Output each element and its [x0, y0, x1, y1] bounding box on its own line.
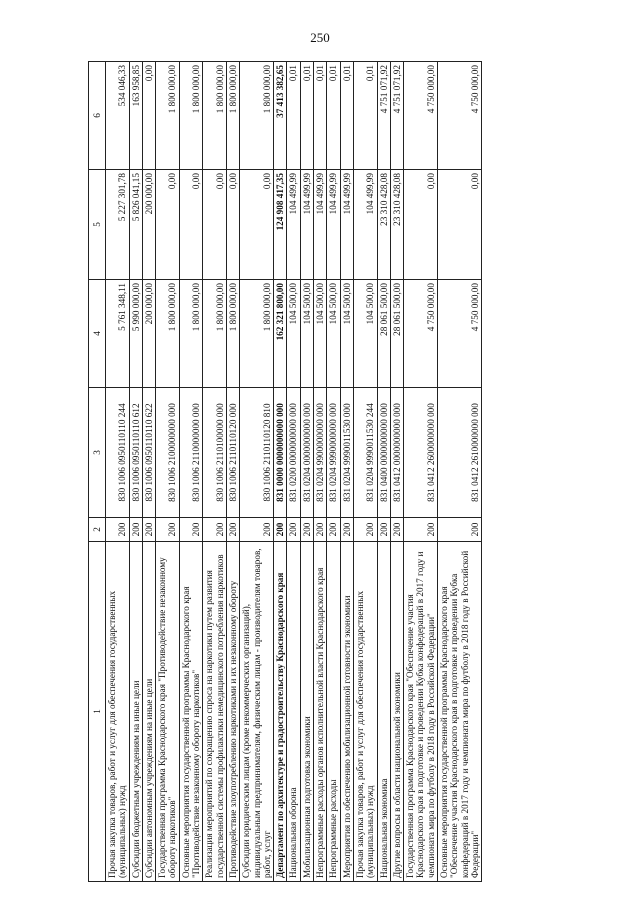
remainder-amount-cell: 0,01 [300, 62, 313, 170]
header-cell: 1 [89, 542, 106, 882]
classification-cell: 830 1006 0950110110 622 [142, 388, 155, 518]
item-name-cell: Непрограммные расходы органов исполнительной власти Краснодарского края [314, 542, 327, 882]
item-name-cell: Департамент по архитектуре и градостроительству Краснодарского края [274, 542, 287, 882]
code-cell: 200 [156, 518, 180, 542]
classification-cell: 831 0204 9900000000 000 [314, 388, 327, 518]
table-row [142, 62, 155, 882]
table-row [179, 62, 203, 882]
table-row [287, 62, 300, 882]
remainder-amount-cell: 4 750 000,00 [404, 62, 438, 170]
classification-cell: 830 1006 2100000000 000 [156, 388, 180, 518]
budget-table [88, 61, 482, 882]
remainder-amount-cell: 4 751 071,92 [390, 62, 403, 170]
item-name-cell: Основные мероприятия государственной программы Краснодарского края "Обеспечение участия Краснодарского края в подготовке и проведении Кубка конфедераций в 2017 году и чемпионата мира по футболу в 2018 году в Российской Федерации" [438, 542, 482, 882]
executed-amount-cell: 200 000,00 [142, 170, 155, 280]
remainder-amount-cell: 163 958,85 [129, 62, 142, 170]
table-row [129, 62, 142, 882]
page-number: 250 [310, 30, 330, 45]
approved-amount-cell: 104 500,00 [314, 280, 327, 388]
classification-cell: 831 0412 0000000000 000 [390, 388, 403, 518]
classification-cell: 830 1006 0950110110 244 [106, 388, 130, 518]
code-cell: 200 [390, 518, 403, 542]
item-name-cell: Реализация мероприятий по сокращению спроса на наркотики путем развития государственной системы профилактики немедицинского потребления наркотиков [203, 542, 227, 882]
classification-cell: 831 0412 2600000000 000 [404, 388, 438, 518]
table-row [390, 62, 403, 882]
item-name-cell: Противодействие злоупотреблению наркотиками и их незаконному обороту [226, 542, 239, 882]
item-name-cell: Непрограммные расходы [327, 542, 340, 882]
classification-cell: 830 1006 0950110110 612 [129, 388, 142, 518]
remainder-amount-cell: 534 046,33 [106, 62, 130, 170]
remainder-amount-cell: 0,01 [353, 62, 377, 170]
table-row [106, 62, 130, 882]
approved-amount-cell: 1 800 000,00 [226, 280, 239, 388]
remainder-amount-cell: 0,01 [287, 62, 300, 170]
executed-amount-cell: 104 499,99 [300, 170, 313, 280]
remainder-amount-cell: 4 751 071,92 [377, 62, 390, 170]
header-cell: 6 [89, 62, 106, 170]
code-cell: 200 [353, 518, 377, 542]
classification-cell: 830 1006 2110100000 000 [203, 388, 227, 518]
item-name-cell: Национальная оборона [287, 542, 300, 882]
code-cell: 200 [274, 518, 287, 542]
code-cell: 200 [129, 518, 142, 542]
approved-amount-cell: 162 321 800,00 [274, 280, 287, 388]
table-row [300, 62, 313, 882]
approved-amount-cell: 104 500,00 [340, 280, 353, 388]
classification-cell: 831 0204 9990011530 244 [353, 388, 377, 518]
classification-cell: 831 0412 2610000000 000 [438, 388, 482, 518]
table-row [353, 62, 377, 882]
classification-cell: 831 0400 0000000000 000 [377, 388, 390, 518]
table-row [340, 62, 353, 882]
executed-amount-cell: 104 499,99 [327, 170, 340, 280]
item-name-cell: Субсидии автономным учреждениям на иные цели [142, 542, 155, 882]
classification-cell: 830 1006 2110110120 000 [226, 388, 239, 518]
executed-amount-cell: 0,00 [226, 170, 239, 280]
approved-amount-cell: 28 061 500,00 [377, 280, 390, 388]
item-name-cell: Субсидии бюджетным учреждениям на иные цели [129, 542, 142, 882]
item-name-cell: Прочая закупка товаров, работ и услуг для обеспечения государственных (муниципальных) нужд [106, 542, 130, 882]
approved-amount-cell: 28 061 500,00 [390, 280, 403, 388]
executed-amount-cell: 104 499,99 [340, 170, 353, 280]
executed-amount-cell: 104 499,99 [353, 170, 377, 280]
approved-amount-cell: 104 500,00 [327, 280, 340, 388]
classification-cell: 831 0204 0000000000 000 [300, 388, 313, 518]
remainder-amount-cell: 1 800 000,00 [226, 62, 239, 170]
executed-amount-cell: 104 499,99 [287, 170, 300, 280]
code-cell: 200 [179, 518, 203, 542]
item-name-cell: Мобилизационная подготовка экономики [300, 542, 313, 882]
item-name-cell: Государственная программа Краснодарского края "Противодействие незаконному обороту наркотиков" [156, 542, 180, 882]
table-row [274, 62, 287, 882]
remainder-amount-cell: 1 800 000,00 [156, 62, 180, 170]
table-row [377, 62, 390, 882]
classification-cell: 831 0200 0000000000 000 [287, 388, 300, 518]
item-name-cell: Прочая закупка товаров, работ и услуг для обеспечения государственных (муниципальных) нужд [353, 542, 377, 882]
code-cell: 200 [438, 518, 482, 542]
executed-amount-cell: 23 310 428,08 [377, 170, 390, 280]
remainder-amount-cell: 0,01 [340, 62, 353, 170]
table-row [203, 62, 227, 882]
remainder-amount-cell: 1 800 000,00 [240, 62, 274, 170]
table-row [314, 62, 327, 882]
item-name-cell: Основные мероприятия государственной программы Краснодарского края "Противодействие незаконному обороту наркотиков" [179, 542, 203, 882]
code-cell: 200 [226, 518, 239, 542]
header-cell: 3 [89, 388, 106, 518]
classification-cell: 831 0204 9990011530 000 [340, 388, 353, 518]
table-row [327, 62, 340, 882]
executed-amount-cell: 104 499,99 [314, 170, 327, 280]
approved-amount-cell: 1 800 000,00 [203, 280, 227, 388]
remainder-amount-cell: 1 800 000,00 [203, 62, 227, 170]
executed-amount-cell: 0,00 [240, 170, 274, 280]
executed-amount-cell: 0,00 [404, 170, 438, 280]
header-cell: 5 [89, 170, 106, 280]
item-name-cell: Другие вопросы в области национальной экономики [390, 542, 403, 882]
code-cell: 200 [314, 518, 327, 542]
remainder-amount-cell: 1 800 000,00 [179, 62, 203, 170]
table-row [156, 62, 180, 882]
code-cell: 200 [327, 518, 340, 542]
code-cell: 200 [287, 518, 300, 542]
executed-amount-cell: 0,00 [438, 170, 482, 280]
code-cell: 200 [340, 518, 353, 542]
executed-amount-cell: 0,00 [179, 170, 203, 280]
table-row [226, 62, 239, 882]
header-cell: 2 [89, 518, 106, 542]
remainder-amount-cell: 0,01 [314, 62, 327, 170]
approved-amount-cell: 1 800 000,00 [156, 280, 180, 388]
code-cell: 200 [106, 518, 130, 542]
remainder-amount-cell: 4 750 000,00 [438, 62, 482, 170]
item-name-cell: Государственная программа Краснодарского края "Обеспечение участия Краснодарского края в подготовке и проведении Кубка конфедераций в 2017 году и чемпионата мира по футболу в 2018 году в Российской Федерации" [404, 542, 438, 882]
remainder-amount-cell: 0,00 [142, 62, 155, 170]
classification-cell: 830 1006 2110000000 000 [179, 388, 203, 518]
approved-amount-cell: 5 761 348,11 [106, 280, 130, 388]
executed-amount-cell: 5 227 301,78 [106, 170, 130, 280]
code-cell: 200 [300, 518, 313, 542]
classification-cell: 831 0000 0000000000 000 [274, 388, 287, 518]
code-cell: 200 [377, 518, 390, 542]
item-name-cell: Субсидии юридическим лицам (кроме некоммерческих организаций), индивидуальным предпринимателям, физическим лицам - производителям товаров, работ, услуг [240, 542, 274, 882]
table-row [438, 62, 482, 882]
classification-cell: 831 0204 9990000000 000 [327, 388, 340, 518]
executed-amount-cell: 5 826 041,15 [129, 170, 142, 280]
executed-amount-cell: 23 310 428,08 [390, 170, 403, 280]
rotated-table-area [88, 62, 553, 882]
approved-amount-cell: 4 750 000,00 [404, 280, 438, 388]
code-cell: 200 [240, 518, 274, 542]
approved-amount-cell: 104 500,00 [353, 280, 377, 388]
executed-amount-cell: 124 908 417,35 [274, 170, 287, 280]
approved-amount-cell: 5 990 000,00 [129, 280, 142, 388]
code-cell: 200 [142, 518, 155, 542]
header-row [89, 62, 106, 882]
item-name-cell: Мероприятия по обеспечению мобилизационной готовности экономики [340, 542, 353, 882]
approved-amount-cell: 104 500,00 [300, 280, 313, 388]
remainder-amount-cell: 37 413 382,65 [274, 62, 287, 170]
header-cell: 4 [89, 280, 106, 388]
remainder-amount-cell: 0,01 [327, 62, 340, 170]
table-row [240, 62, 274, 882]
code-cell: 200 [203, 518, 227, 542]
item-name-cell: Национальная экономика [377, 542, 390, 882]
rotated-table-container [88, 62, 553, 882]
table-row [404, 62, 438, 882]
code-cell: 200 [404, 518, 438, 542]
approved-amount-cell: 104 500,00 [287, 280, 300, 388]
executed-amount-cell: 0,00 [203, 170, 227, 280]
approved-amount-cell: 4 750 000,00 [438, 280, 482, 388]
approved-amount-cell: 1 800 000,00 [179, 280, 203, 388]
approved-amount-cell: 1 800 000,00 [240, 280, 274, 388]
classification-cell: 830 1006 2110110120 810 [240, 388, 274, 518]
approved-amount-cell: 200 000,00 [142, 280, 155, 388]
executed-amount-cell: 0,00 [156, 170, 180, 280]
